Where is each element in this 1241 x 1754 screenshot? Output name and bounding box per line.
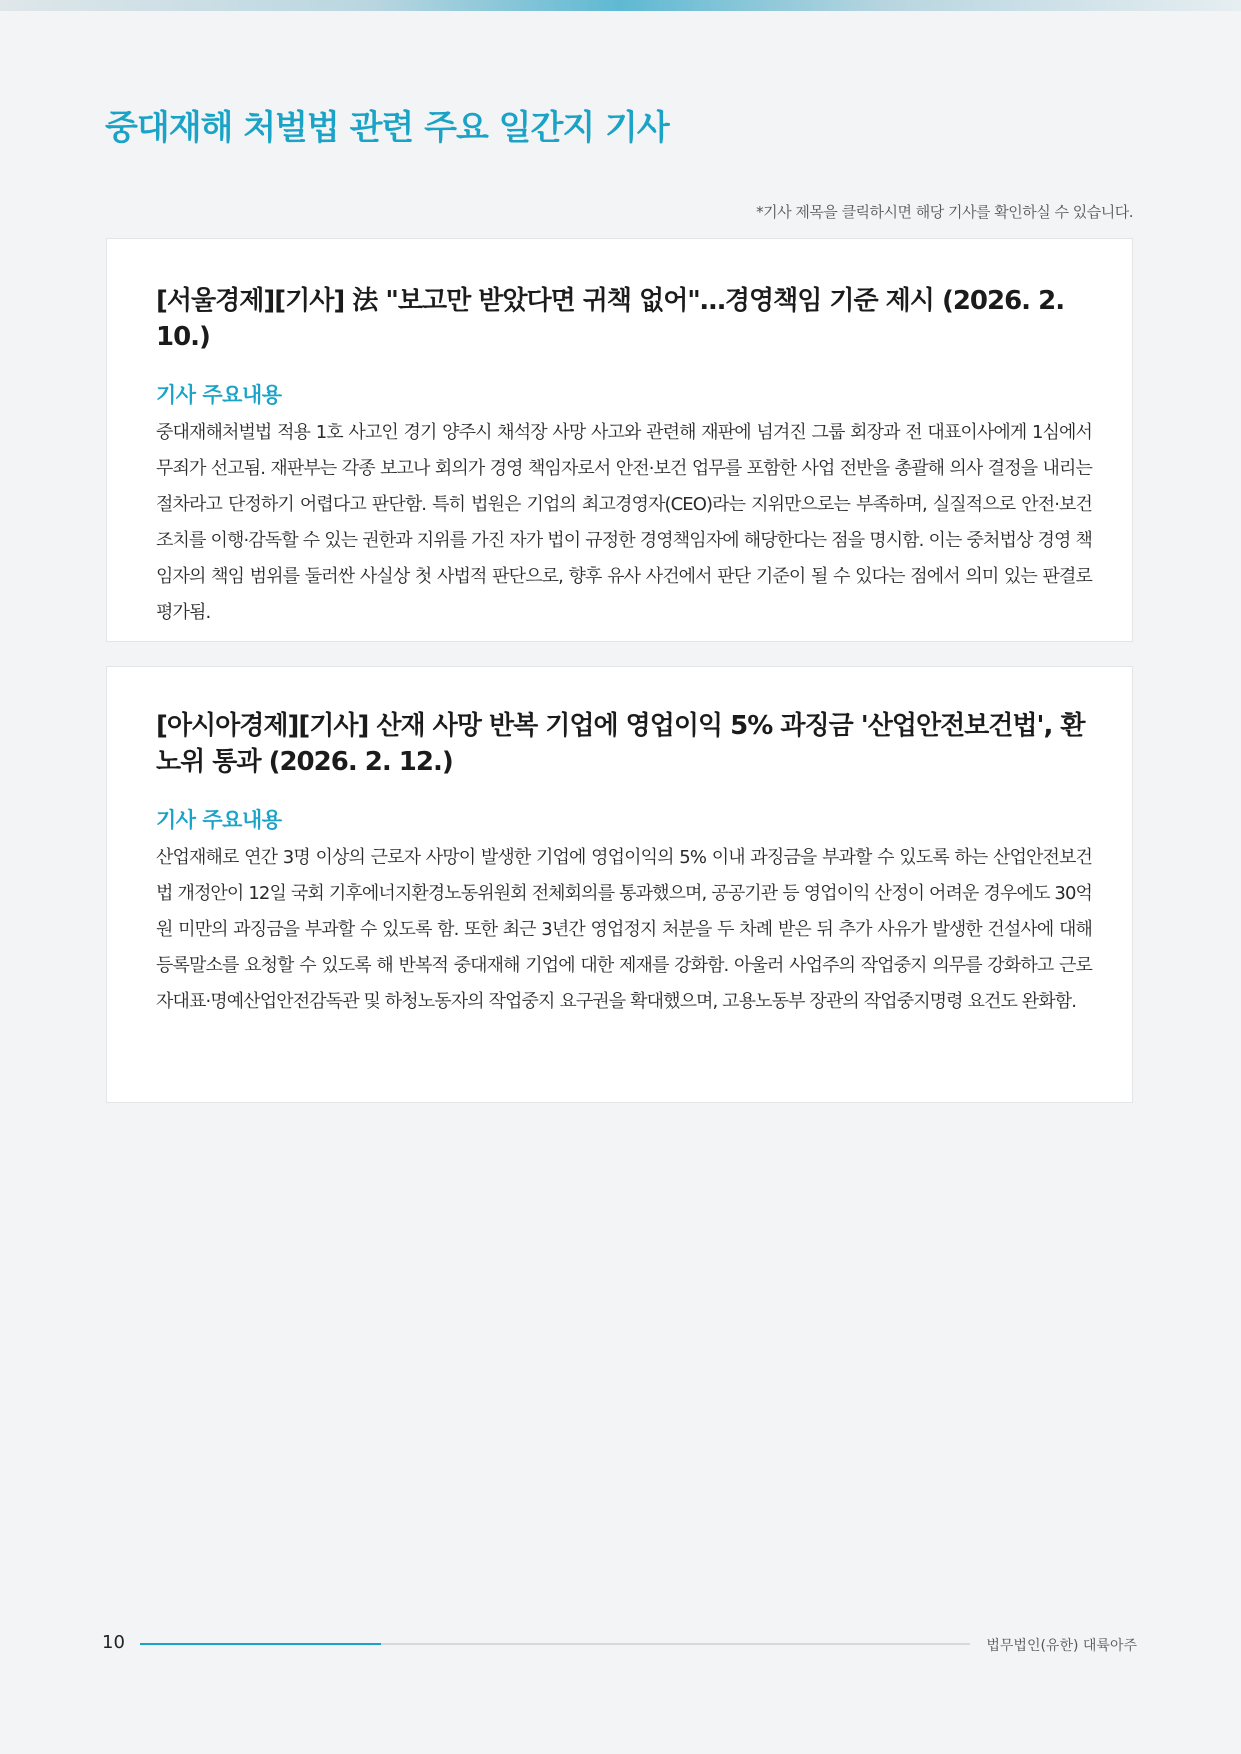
footer-firm-name: 법무법인(유한) 대륙아주: [986, 1638, 1137, 1654]
article-card: [106, 666, 1133, 1103]
footer-progress-line: [140, 1643, 970, 1645]
article-summary: 산업재해로 연간 3명 이상의 근로자 사망이 발생한 기업에 영업이익의 5% 이내 과징금을 부과할 수 있도록 하는 산업안전보건법 개정안이 12일 국회 기후에너지환경노동위원회 전체회의를 통과했으며, 공공기관 등 영업이익 산정이 어려운 경우에도 30억원 미만의 과징금을 부과할 수 있도록 함. 또한 최근 3년간 영업정지 처분을 두 차례 받은 뒤 추가 사유가 발생한 건설사에 대해 등록말소를 요청할 수 있도록 해 반복적 중대재해 기업에 대한 제재를 강화함. 아울러 사업주의 작업중지 의무를 강화하고 근로자대표·명예산업안전감독관 및 하청노동자의 작업중지 요구권을 확대했으며, 고용노동부 장관의 작업중지명령 요건도 완화함.: [156, 847, 1092, 1012]
article-card: [106, 238, 1133, 642]
article-summary: 중대재해처벌법 적용 1호 사고인 경기 양주시 채석장 사망 사고와 관련해 재판에 넘겨진 그룹 회장과 전 대표이사에게 1심에서 무죄가 선고됨. 재판부는 각종 보고나 회의가 경영 책임자로서 안전·보건 업무를 포함한 사업 전반을 총괄해 의사 결정을 내리는 절차라고 단정하기 어렵다고 판단함. 특히 법원은 기업의 최고경영자(CEO)라는 지위만으로는 부족하며, 실질적으로 안전·보건 조치를 이행·감독할 수 있는 권한과 지위를 가진 자가 법이 규정한 경영책임자에 해당한다는 점을 명시함. 이는 중처법상 경영 책임자의 책임 범위를 둘러싼 사실상 첫 사법적 판단으로, 향후 유사 사건에서 판단 기준이 될 수 있다는 점에서 의미 있는 판결로 평가됨.: [156, 422, 1092, 623]
article-title-link[interactable]: [서울경제][기사] 法 "보고만 받았다면 귀책 없어"…경영책임 기준 제시 (2026. 2. 10.): [156, 286, 1065, 352]
page-number: 10: [102, 1632, 125, 1653]
footer-progress-fill: [140, 1643, 381, 1645]
page-title: 중대재해 처벌법 관련 주요 일간지 기사: [105, 108, 669, 148]
top-gradient-bar: [0, 0, 1241, 11]
section-label: 기사 주요내용: [156, 808, 282, 832]
article-title-link[interactable]: [아시아경제][기사] 산재 사망 반복 기업에 영업이익 5% 과징금 '산업안전보건법', 환노위 통과 (2026. 2. 12.): [156, 711, 1085, 777]
click-note: *기사 제목을 클릭하시면 해당 기사를 확인하실 수 있습니다.: [756, 203, 1133, 221]
section-label: 기사 주요내용: [156, 383, 282, 407]
